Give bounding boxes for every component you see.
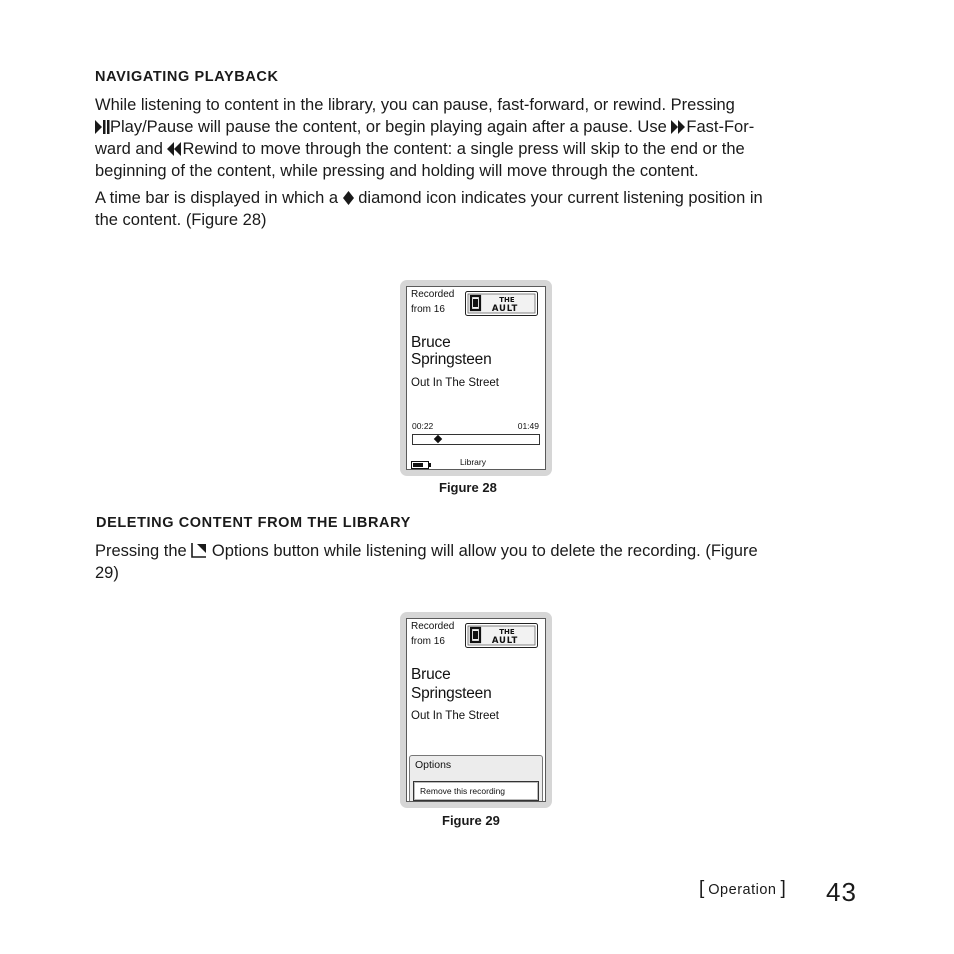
artist-line1: Bruce bbox=[411, 334, 451, 351]
page-number: 43 bbox=[826, 877, 857, 907]
text-fragment: Pressing the bbox=[95, 542, 187, 560]
time-bar bbox=[412, 434, 540, 445]
paragraph-line bbox=[95, 116, 855, 138]
figure-caption: Figure 28 bbox=[439, 480, 497, 495]
bracket-open: [ bbox=[699, 878, 705, 899]
logo-text-bottom: AULT bbox=[491, 636, 519, 646]
paragraph-playback-controls bbox=[95, 94, 855, 182]
time-elapsed: 00:22 bbox=[412, 421, 434, 431]
options-menu bbox=[409, 755, 543, 802]
device-screen bbox=[406, 286, 546, 470]
diamond-icon bbox=[343, 191, 354, 205]
the-vault-logo bbox=[465, 291, 538, 316]
track-title: Out In The Street bbox=[411, 710, 500, 722]
device-figure-28 bbox=[400, 280, 552, 476]
figure-caption: Figure 29 bbox=[442, 813, 500, 828]
page-footer bbox=[699, 878, 786, 900]
paragraph-line: the content. (Figure 28) bbox=[95, 211, 267, 229]
bracket-close: ] bbox=[780, 878, 786, 899]
paragraph-line bbox=[95, 138, 855, 160]
logo-text-bottom: AULT bbox=[491, 304, 519, 314]
paragraph-line bbox=[95, 540, 855, 562]
artist-line2: Springsteen bbox=[411, 351, 492, 368]
remove-recording-menu-item[interactable] bbox=[413, 781, 539, 801]
fast-forward-icon bbox=[671, 120, 686, 134]
paragraph-line bbox=[95, 187, 855, 209]
text-fragment: A time bar is displayed in which a bbox=[95, 189, 339, 207]
recorded-label-line1: Recorded bbox=[411, 289, 455, 300]
time-total: 01:49 bbox=[517, 421, 539, 431]
the-vault-logo bbox=[465, 623, 538, 648]
track-title: Out In The Street bbox=[411, 377, 500, 389]
section-name: Operation bbox=[708, 882, 777, 898]
screen-footer-label: Library bbox=[460, 457, 486, 467]
section-heading-navigating-playback: NAVIGATING PLAYBACK bbox=[95, 69, 279, 85]
battery-icon bbox=[411, 461, 429, 469]
play-pause-icon bbox=[95, 120, 110, 134]
text-fragment: Fast-For- bbox=[686, 118, 755, 136]
text-fragment: diamond icon indicates your current listening position in bbox=[358, 189, 763, 207]
section-heading-deleting-content: DELETING CONTENT FROM THE LIBRARY bbox=[96, 515, 411, 531]
text-fragment: Options button while listening will allow you to delete the recording. (Figure bbox=[211, 542, 758, 560]
rewind-icon bbox=[167, 142, 182, 156]
paragraph-options bbox=[95, 540, 855, 584]
artist-line1: Bruce bbox=[411, 666, 451, 683]
recorded-label-line2: from 16 bbox=[411, 636, 445, 647]
text-fragment: Play/Pause will pause the content, or begin playing again after a pause. Use bbox=[110, 118, 667, 136]
options-icon bbox=[191, 543, 207, 558]
logo-text-top: THE bbox=[499, 628, 515, 636]
position-diamond-icon bbox=[434, 435, 442, 443]
recorded-label-line1: Recorded bbox=[411, 621, 455, 632]
device-screen bbox=[406, 618, 546, 802]
text-fragment: ward and bbox=[95, 140, 163, 158]
paragraph-time-bar bbox=[95, 187, 855, 231]
paragraph-line: While listening to content in the library, you can pause, fast-forward, or rewind. Pressing bbox=[95, 96, 735, 114]
text-fragment: Rewind to move through the content: a single press will skip to the end or the bbox=[182, 140, 745, 158]
device-figure-29 bbox=[400, 612, 552, 808]
paragraph-line: beginning of the content, while pressing and holding will move through the content. bbox=[95, 162, 699, 180]
paragraph-line: 29) bbox=[95, 564, 119, 582]
logo-text-top: THE bbox=[499, 296, 515, 304]
artist-line2: Springsteen bbox=[411, 685, 492, 702]
menu-item-label: Remove this recording bbox=[420, 786, 506, 796]
options-menu-title: Options bbox=[415, 759, 452, 771]
recorded-label-line2: from 16 bbox=[411, 304, 445, 315]
